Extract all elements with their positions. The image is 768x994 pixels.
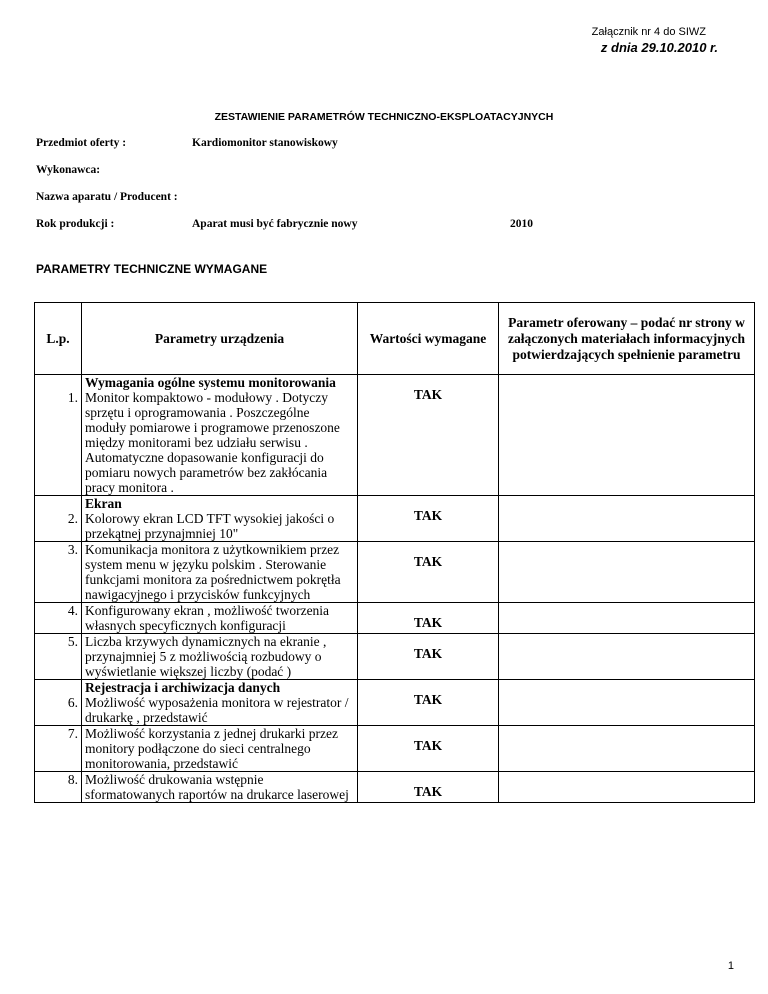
row-text: Możliwość wyposażenia monitora w rejestrator / drukarkę , przedstawić [85,695,349,725]
year-label: Rok produkcji : [36,218,115,230]
row-offered-cell[interactable] [499,726,755,772]
annex-label: Załącznik nr 4 do SIWZ [591,26,706,38]
row-params [82,375,358,496]
row-offered-cell[interactable] [499,496,755,542]
row-params [82,680,358,726]
row-offered-cell[interactable] [499,375,755,496]
year-note: Aparat musi być fabrycznie nowy [192,218,358,230]
row-lp: 1. [35,375,82,496]
row-lp: 4. [35,603,82,634]
row-value: TAK [358,542,499,603]
row-value: TAK [358,772,499,803]
table-row [35,496,755,542]
row-text: Konfigurowany ekran , możliwość tworzenia własnych specyficznych konfiguracji [82,603,358,634]
header-lp: L.p. [35,303,82,375]
row-text: Komunikacja monitora z użytkownikiem przez system menu w języku polskim . Sterowanie funkcjami monitora za pośrednictwem pokrętła nawigacyjnego i przycisków funkcyjnych [82,542,358,603]
table-row [35,726,755,772]
row-lp: 5. [35,634,82,680]
row-lp: 8. [35,772,82,803]
year-value: 2010 [510,218,533,230]
row-value: TAK [358,603,499,634]
row-offered-cell[interactable] [499,603,755,634]
table-row [35,375,755,496]
table-header-row [35,303,755,375]
subject-value: Kardiomonitor stanowiskowy [192,137,338,149]
document-date: z dnia 29.10.2010 r. [600,40,718,55]
table-row [35,772,755,803]
contractor-label: Wykonawca: [36,164,101,176]
row-value: TAK [358,634,499,680]
row-text: Możliwość korzystania z jednej drukarki przez monitory podłączone do sieci centralnego monitorowania, przedstawić [82,726,358,772]
row-value: TAK [358,726,499,772]
row-params [82,496,358,542]
header-offered: Parametr oferowany – podać nr strony w załączonych materiałach informacyjnych potwierdzających spełnienie parametru [499,303,755,375]
row-lp: 3. [35,542,82,603]
row-text: Kolorowy ekran LCD TFT wysokiej jakości o przekątnej przynajmniej 10" [85,511,335,541]
row-lp: 7. [35,726,82,772]
section-title: PARAMETRY TECHNICZNE WYMAGANE [36,262,268,276]
group-title-general: Wymagania ogólne systemu monitorowania [85,375,336,390]
parameters-table [34,302,755,803]
row-offered-cell[interactable] [499,680,755,726]
row-value: TAK [358,496,499,542]
row-offered-cell[interactable] [499,542,755,603]
row-offered-cell[interactable] [499,634,755,680]
row-offered-cell[interactable] [499,772,755,803]
header-required: Wartości wymagane [358,303,499,375]
subject-label: Przedmiot oferty : [36,137,127,149]
table-row [35,542,755,603]
page-number: 1 [727,960,734,972]
group-title-recording: Rejestracja i archiwizacja danych [85,680,281,695]
table-row [35,634,755,680]
row-lp: 6. [35,680,82,726]
document-title: ZESTAWIENIE PARAMETRÓW TECHNICZNO-EKSPLOATACYJNYCH [214,111,554,123]
header-params: Parametry urządzenia [82,303,358,375]
table-row [35,680,755,726]
device-label: Nazwa aparatu / Producent : [36,191,178,203]
row-lp: 2. [35,496,82,542]
row-text: Możliwość drukowania wstępnie sformatowanych raportów na drukarce laserowej [82,772,358,803]
row-value: TAK [358,680,499,726]
group-title-screen: Ekran [85,496,122,511]
table-row [35,603,755,634]
row-text: Monitor kompaktowo - modułowy . Dotyczy sprzętu i oprogramowania . Poszczególne moduły pomiarowe i programowe przenoszone między monitorami bez udziału serwisu . Automatyczne dopasowanie konfiguracji do pomiaru nowych parametrów bez zakłócania pracy monitora . [85,390,340,495]
row-value: TAK [358,375,499,496]
row-text: Liczba krzywych dynamicznych na ekranie , przynajmniej 5 z możliwością rozbudowy o wyświetlanie większej liczby (podać ) [82,634,358,680]
